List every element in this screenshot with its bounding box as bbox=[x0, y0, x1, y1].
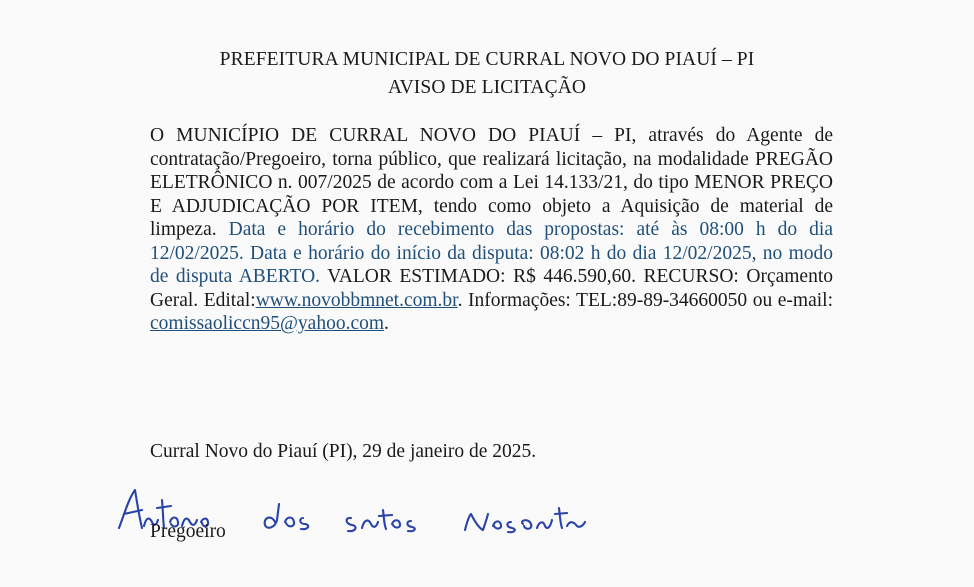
header-municipality: PREFEITURA MUNICIPAL DE CURRAL NOVO DO PIAUÍ – PI bbox=[219, 49, 755, 70]
date-line: Curral Novo do Piauí (PI), 29 de janeiro de 2025. bbox=[150, 441, 537, 462]
signer-role: Pregoeiro bbox=[150, 521, 226, 542]
email-link[interactable]: comissaoliccn95@yahoo.com bbox=[150, 313, 385, 334]
notice-schedule: Data e horário do recebimento das propostas: até às 08:00 h do dia 12/02/2025. Data e horário do início da disputa: 08:02 h do dia 12/02/2025, no modo de disputa ABERTO. bbox=[150, 219, 833, 287]
notice-value-resource: VALOR ESTIMADO: R$ 446.590,60. RECURSO: Orçamento Geral. Edital: bbox=[150, 266, 833, 311]
notice-intro: O MUNICÍPIO DE CURRAL NOVO DO PIAUÍ – PI, através do Agente de contratação/Pregoeiro, torna público, que realizará licitação, na modalidade PREGÃO ELETRÔNICO n. 007/2025 de acordo com a Lei 14.133/21, do tipo MENOR PREÇO E ADJUDICAÇÃO POR ITEM, tendo como objeto a Aquisição de material de limpeza. bbox=[150, 125, 833, 240]
notice-end: . bbox=[384, 313, 389, 334]
header-notice-title: AVISO DE LICITAÇÃO bbox=[387, 77, 587, 98]
notice-contact: . Informações: TEL:89-89-34660050 ou e-mail: bbox=[457, 289, 833, 311]
notice-body bbox=[150, 124, 833, 336]
edital-link[interactable]: www.novobbmnet.com.br bbox=[255, 289, 458, 311]
